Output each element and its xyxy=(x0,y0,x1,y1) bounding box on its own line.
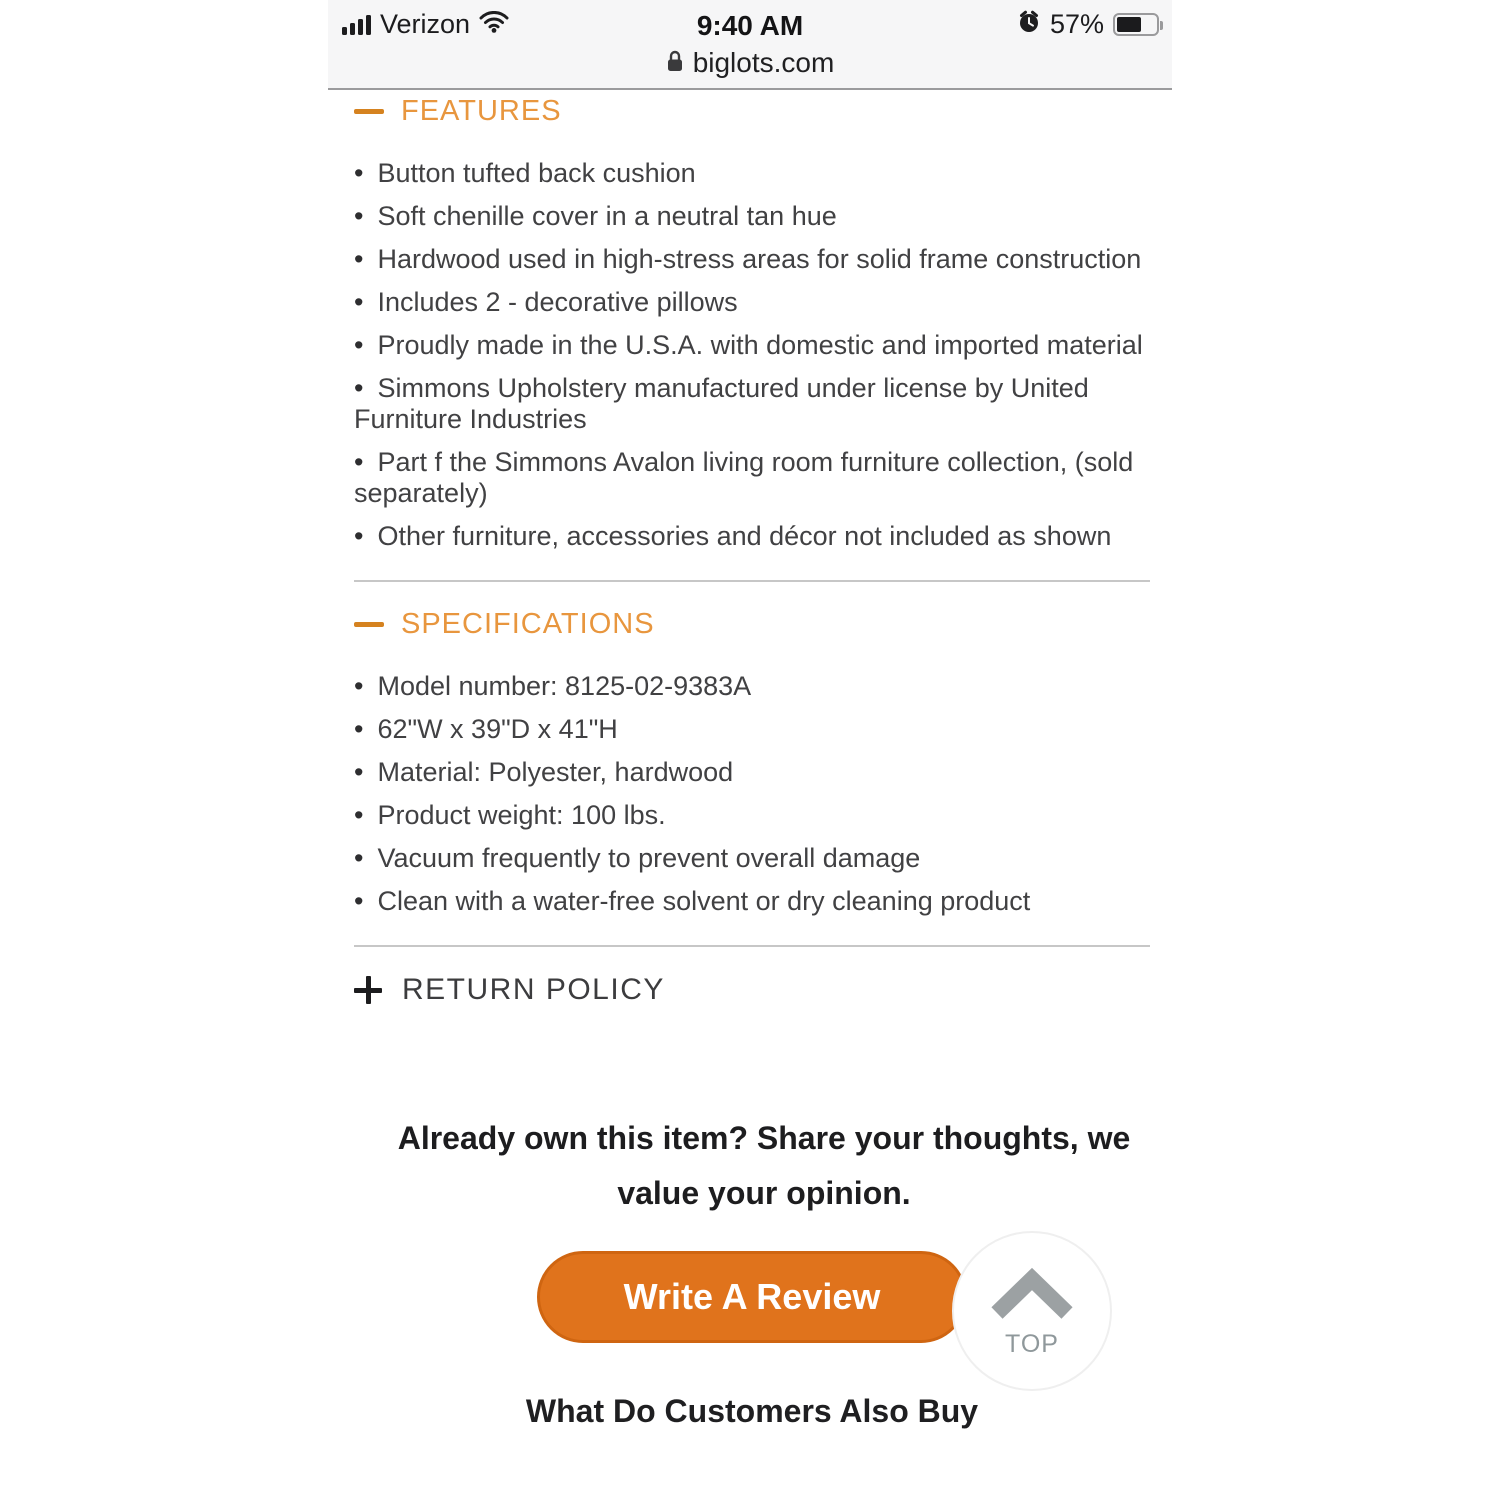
carrier-label: Verizon xyxy=(380,9,471,39)
feature-item xyxy=(354,373,1150,435)
spec-text: 62"W x 39"D x 41"H xyxy=(377,714,618,744)
feature-item xyxy=(354,521,1150,552)
specifications-section-toggle[interactable] xyxy=(354,608,1150,641)
alarm-icon xyxy=(1017,10,1041,39)
bullet-icon: • xyxy=(354,287,364,317)
collapse-minus-icon xyxy=(354,622,384,627)
feature-item xyxy=(354,447,1150,509)
spec-text: Material: Polyester, hardwood xyxy=(377,757,734,787)
status-bar-top xyxy=(328,0,1172,46)
feature-item xyxy=(354,201,1150,232)
battery-percent-label: 57% xyxy=(1049,9,1104,39)
feature-item xyxy=(354,158,1150,189)
spec-item xyxy=(354,886,1150,917)
spec-item xyxy=(354,757,1150,788)
feature-text: Hardwood used in high-stress areas for solid frame construction xyxy=(377,244,1142,274)
bullet-icon: • xyxy=(354,447,364,477)
feature-item xyxy=(354,244,1150,275)
review-action-row xyxy=(354,1231,1150,1393)
bullet-icon: • xyxy=(354,330,364,360)
spec-text: Model number: 8125-02-9383A xyxy=(377,671,752,701)
next-section-heading: What Do Customers Also Buy xyxy=(525,1393,979,1429)
bullet-icon: • xyxy=(354,757,364,787)
feature-item xyxy=(354,287,1150,318)
bullet-icon: • xyxy=(354,800,364,830)
spec-text: Clean with a water-free solvent or dry cleaning product xyxy=(377,886,1031,916)
battery-icon xyxy=(1113,13,1159,36)
clock-label: 9:40 AM xyxy=(696,10,804,41)
specifications-list xyxy=(354,671,1150,917)
bullet-icon: • xyxy=(354,843,364,873)
spec-text: Product weight: 100 lbs. xyxy=(377,800,666,830)
section-divider xyxy=(354,945,1150,947)
bullet-icon: • xyxy=(354,521,364,551)
return-policy-section-toggle[interactable] xyxy=(354,973,1150,1007)
review-prompt: Already own this item? Share your thoughts, we value your opinion. xyxy=(397,1120,1131,1211)
expand-plus-icon xyxy=(354,976,382,1004)
wifi-icon xyxy=(479,11,509,38)
browser-page xyxy=(328,0,1172,1500)
url-bar[interactable] xyxy=(328,47,1172,79)
feature-text: Part f the Simmons Avalon living room furniture collection, (sold separately) xyxy=(354,447,1134,508)
cellular-signal-icon xyxy=(342,14,371,35)
feature-text: Simmons Upholstery manufactured under license by United Furniture Industries xyxy=(354,373,1089,434)
feature-item xyxy=(354,330,1150,361)
write-review-button[interactable]: Write A Review xyxy=(537,1251,967,1343)
status-bar xyxy=(328,0,1172,90)
feature-text: Button tufted back cushion xyxy=(377,158,696,188)
status-left-group xyxy=(342,9,509,40)
features-title: FEATURES xyxy=(401,95,562,127)
scroll-top-label: TOP xyxy=(1005,1330,1059,1358)
feature-text: Includes 2 - decorative pillows xyxy=(377,287,738,317)
page-content xyxy=(328,95,1172,1430)
bullet-icon: • xyxy=(354,671,364,701)
collapse-minus-icon xyxy=(354,109,384,114)
bullet-icon: • xyxy=(354,373,364,403)
spec-item xyxy=(354,714,1150,745)
bullet-icon: • xyxy=(354,201,364,231)
spec-item xyxy=(354,671,1150,702)
return-policy-title: RETURN POLICY xyxy=(402,973,665,1006)
chevron-up-icon xyxy=(986,1263,1078,1326)
bullet-icon: • xyxy=(354,886,364,916)
url-domain: biglots.com xyxy=(692,47,835,78)
feature-text: Soft chenille cover in a neutral tan hue xyxy=(377,201,837,231)
status-right-group xyxy=(1017,9,1159,40)
features-list xyxy=(354,158,1150,552)
specifications-title: SPECIFICATIONS xyxy=(401,608,655,640)
bullet-icon: • xyxy=(354,714,364,744)
spec-item xyxy=(354,843,1150,874)
feature-text: Proudly made in the U.S.A. with domestic and imported material xyxy=(377,330,1143,360)
feature-text: Other furniture, accessories and décor not included as shown xyxy=(377,521,1112,551)
bullet-icon: • xyxy=(354,158,364,188)
spec-item xyxy=(354,800,1150,831)
spec-text: Vacuum frequently to prevent overall damage xyxy=(377,843,921,873)
bullet-icon: • xyxy=(354,244,364,274)
scroll-to-top-button[interactable] xyxy=(952,1231,1112,1391)
lock-icon xyxy=(666,49,684,78)
features-section-toggle[interactable] xyxy=(354,95,1150,128)
section-divider xyxy=(354,580,1150,582)
